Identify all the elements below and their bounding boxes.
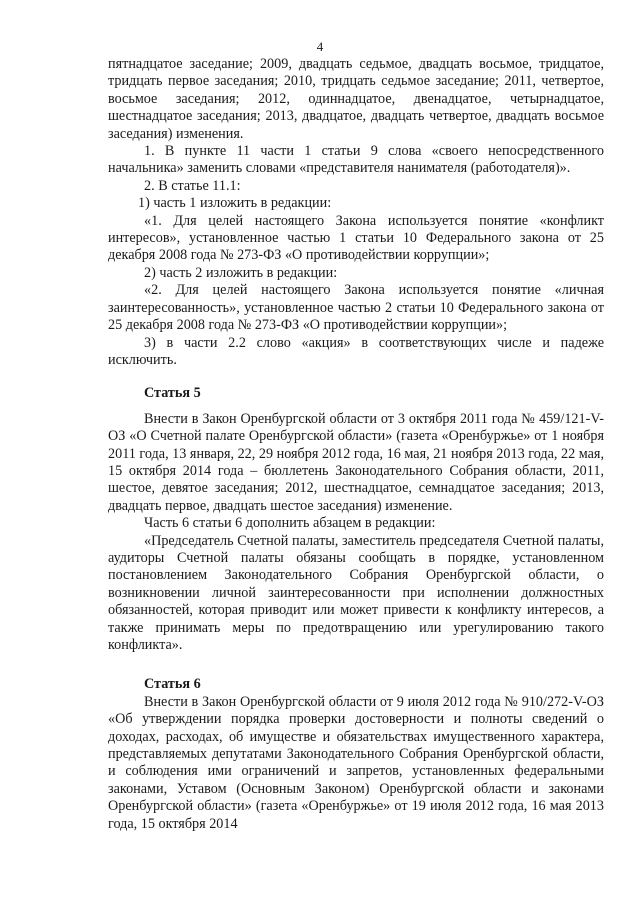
article-heading: Статья 5 — [144, 385, 201, 402]
article-heading: Статья 6 — [144, 676, 201, 693]
paragraph: «Председатель Счетной палаты, заместитель председателя Счетной палаты, аудиторы Счетной палаты обязаны сообщать в порядке, установленном постановлением Законодательного Собрания Оренбургской области, о возникновении личной заинтересованности при исполнении должностных обязанностей, которая приводит или может привести к конфликту интересов, а также принимать меры по предотвращению или урегулированию такого конфликта». — [108, 532, 604, 653]
page-number: 4 — [316, 39, 324, 54]
spacer — [108, 403, 604, 411]
spacer — [108, 369, 604, 385]
paragraph: Внести в Закон Оренбургской области от 9 июля 2012 года № 910/272-V-ОЗ «Об утверждении порядка проверки достоверности и полноты сведений о доходах, расходах, об имуществе и обязательствах имущественного характера, представляемых депутатами Законодательного Собрания Оренбургской области, и соблюдения ими ограничений и запретов, установленных федеральными законами, Уставом (Основным Законом) Оренбургской области и законами Оренбургской области» (газета «Оренбуржье» от 19 июля 2012 года, 16 мая 2013 года, 15 октября 2014 — [108, 693, 604, 832]
paragraph: 1. В пункте 11 части 1 статьи 9 слова «своего непосредственного начальника» заменить словами «представителя нанимателя (работодателя)». — [108, 143, 604, 177]
paragraph: «1. Для целей настоящего Закона используется понятие «конфликт интересов», установленное частью 1 статьи 10 Федерального закона от 25 декабря 2008 года № 273-ФЗ «О противодействии коррупции»; — [108, 212, 604, 264]
paragraph: 2) часть 2 изложить в редакции: — [144, 264, 338, 281]
document-body — [108, 56, 604, 833]
paragraph: «2. Для целей настоящего Закона используется понятие «личная заинтересованность», установленное частью 2 статьи 10 Федерального закона от 25 декабря 2008 года № 273-ФЗ «О противодействии коррупции»; — [108, 282, 604, 334]
paragraph: пятнадцатое заседание; 2009, двадцать седьмое, двадцать восьмое, тридцатое, тридцать первое заседания; 2010, тридцать седьмое заседание; 2011, четвертое, восьмое заседания; 2012, одиннадцатое, двенадцатое, четырнадцатое, шестнадцатое заседания; 2013, двадцатое, двадцать четвертое, двадцать восьмое заседания) изменения. — [108, 56, 604, 142]
paragraph: Внести в Закон Оренбургской области от 3 октября 2011 года № 459/121-V-ОЗ «О Счетной палате Оренбургской области» (газета «Оренбуржье» от 1 ноября 2011 года, 13 января, 22, 29 ноября 2012 года, 16 мая, 21 ноября 2013 года, 22 мая, 15 октября 2014 года – бюллетень Законодательного Собрания области, 2011, шестое, девятое заседания; 2012, шестнадцатое, семнадцатое заседания; 2013, двадцать первое, двадцать шестое заседания) изменение. — [108, 410, 604, 514]
paragraph: 2. В статье 11.1: — [144, 177, 241, 194]
paragraph: 1) часть 1 изложить в редакции: — [138, 195, 332, 212]
paragraph: Часть 6 статьи 6 дополнить абзацем в редакции: — [144, 515, 436, 532]
paragraph: 3) в части 2.2 слово «акция» в соответствующих числе и падеже исключить. — [108, 334, 604, 368]
spacer — [108, 654, 604, 676]
